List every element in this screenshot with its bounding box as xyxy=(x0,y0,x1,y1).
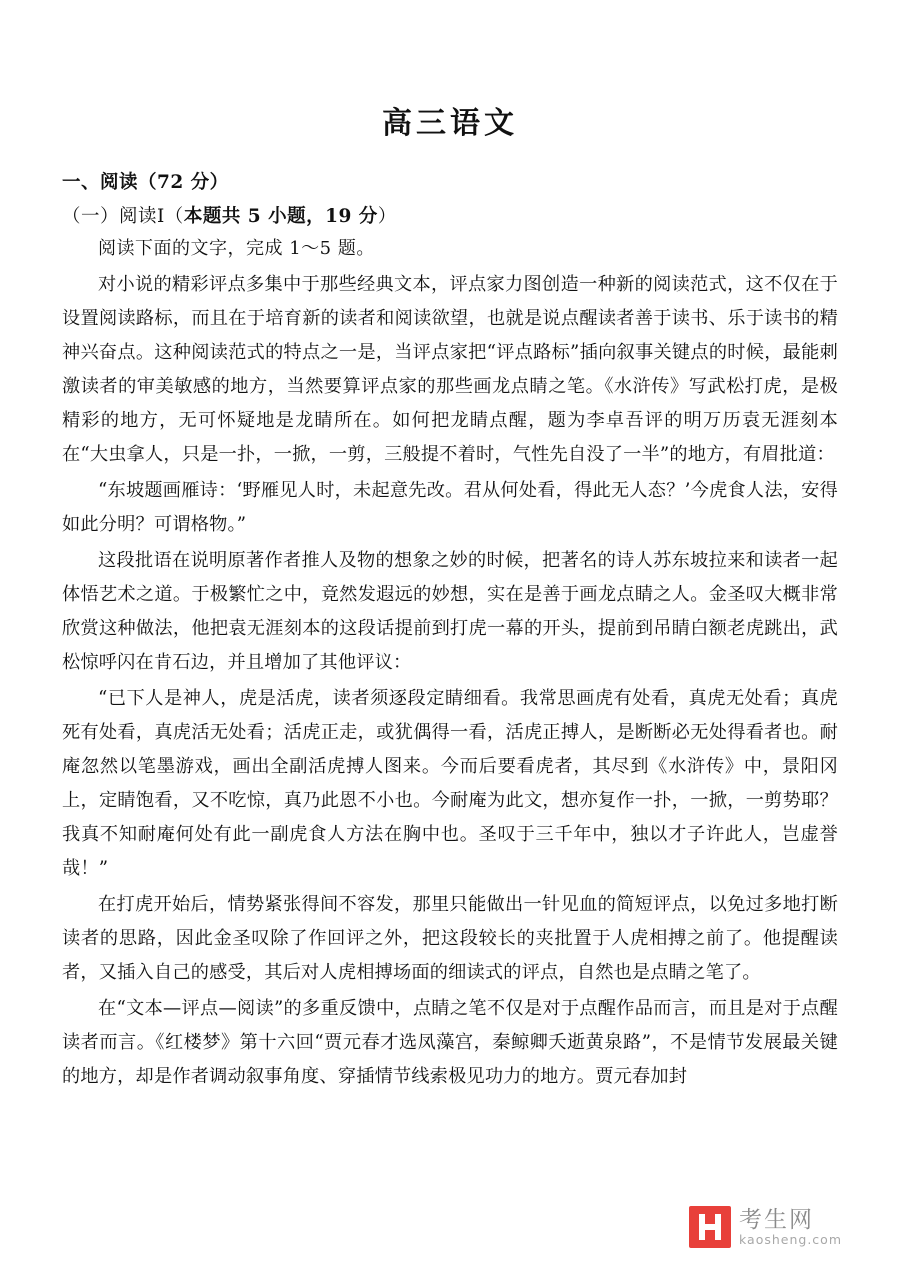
subsection-heading xyxy=(62,202,838,228)
watermark-en-label: kaosheng.com xyxy=(739,1231,842,1247)
watermark-cn-label: 考生网 xyxy=(739,1207,815,1234)
watermark-logo-icon xyxy=(689,1206,731,1248)
page-title: 高三语文 xyxy=(382,106,518,141)
subsection-prefix: （一）阅读I（ xyxy=(62,206,184,227)
subsection-suffix: ） xyxy=(377,206,397,227)
paragraph-quote: “东坡题画雁诗：‘野雁见人时，未起意先改。君从何处看，得此无人态？’今虎食人法，安得如此分明？可谓格物。” xyxy=(62,480,838,535)
instruction-line: 阅读下面的文字，完成 1～5 题。 xyxy=(98,238,375,259)
subsection-bold: 本题共 5 小题，19 分 xyxy=(183,206,378,227)
paragraph: 在打虎开始后，情势紧张得间不容发，那里只能做出一针见血的简短评点，以免过多地打断读者的思路，因此金圣叹除了作回评之外，把这段较长的夹批置于人虎相搏之前了。他提醒读者，又插入自己的感受，其后对人虎相搏场面的细读式的评点，自然也是点睛之笔了。 xyxy=(62,894,838,983)
watermark xyxy=(689,1206,842,1248)
paragraph: 在“文本—评点—阅读”的多重反馈中，点睛之笔不仅是对于点醒作品而言，而且是对于点醒读者而言。《红楼梦》第十六回“贾元春才选凤藻宫，秦鲸卿夭逝黄泉路”，不是情节发展最关键的地方，却是作者调动叙事角度、穿插情节线索极见功力的地方。贾元春加封 xyxy=(62,998,838,1087)
section-heading: 一、阅读（72 分） xyxy=(62,172,229,193)
paragraph-quote: “已下人是神人，虎是活虎，读者须逐段定睛细看。我常思画虎有处看，真虎无处看；真虎死有处看，真虎活无处看；活虎正走，或犹偶得一看，活虎正搏人，是断断必无处得看者也。耐庵忽然以笔墨游戏，画出全副活虎搏人图来。今而后要看虎者，其尽到《水浒传》中，景阳冈上，定睛饱看，又不吃惊，真乃此恩不小也。今耐庵为此文，想亦复作一扑，一掀，一剪势耶？我真不知耐庵何处有此一副虎食人方法在胸中也。圣叹于三千年中，独以才子许此人，岂虚誉哉！” xyxy=(62,688,838,879)
paragraph: 对小说的精彩评点多集中于那些经典文本，评点家力图创造一种新的阅读范式，这不仅在于设置阅读路标，而且在于培育新的读者和阅读欲望，也就是说点醒读者善于读书、乐于读书的精神兴奋点。这种阅读范式的特点之一是，当评点家把“评点路标”插向叙事关键点的时候，最能刺激读者的审美敏感的地方，当然要算评点家的那些画龙点睛之笔。《水浒传》写武松打虎，是极精彩的地方，无可怀疑地是龙睛所在。如何把龙睛点醒，题为李卓吾评的明万历袁无涯刻本在“大虫拿人，只是一扑，一掀，一剪，三般提不着时，气性先自没了一半”的地方，有眉批道： xyxy=(62,274,838,465)
paragraph: 这段批语在说明原著作者推人及物的想象之妙的时候，把著名的诗人苏东坡拉来和读者一起体悟艺术之道。于极繁忙之中，竟然发遐远的妙想，实在是善于画龙点睛之人。金圣叹大概非常欣赏这种做法，他把袁无涯刻本的这段话提前到打虎一幕的开头，提前到吊睛白额老虎跳出，武松惊呼闪在肯石边，并且增加了其他评议： xyxy=(62,550,838,673)
watermark-text xyxy=(739,1208,842,1245)
